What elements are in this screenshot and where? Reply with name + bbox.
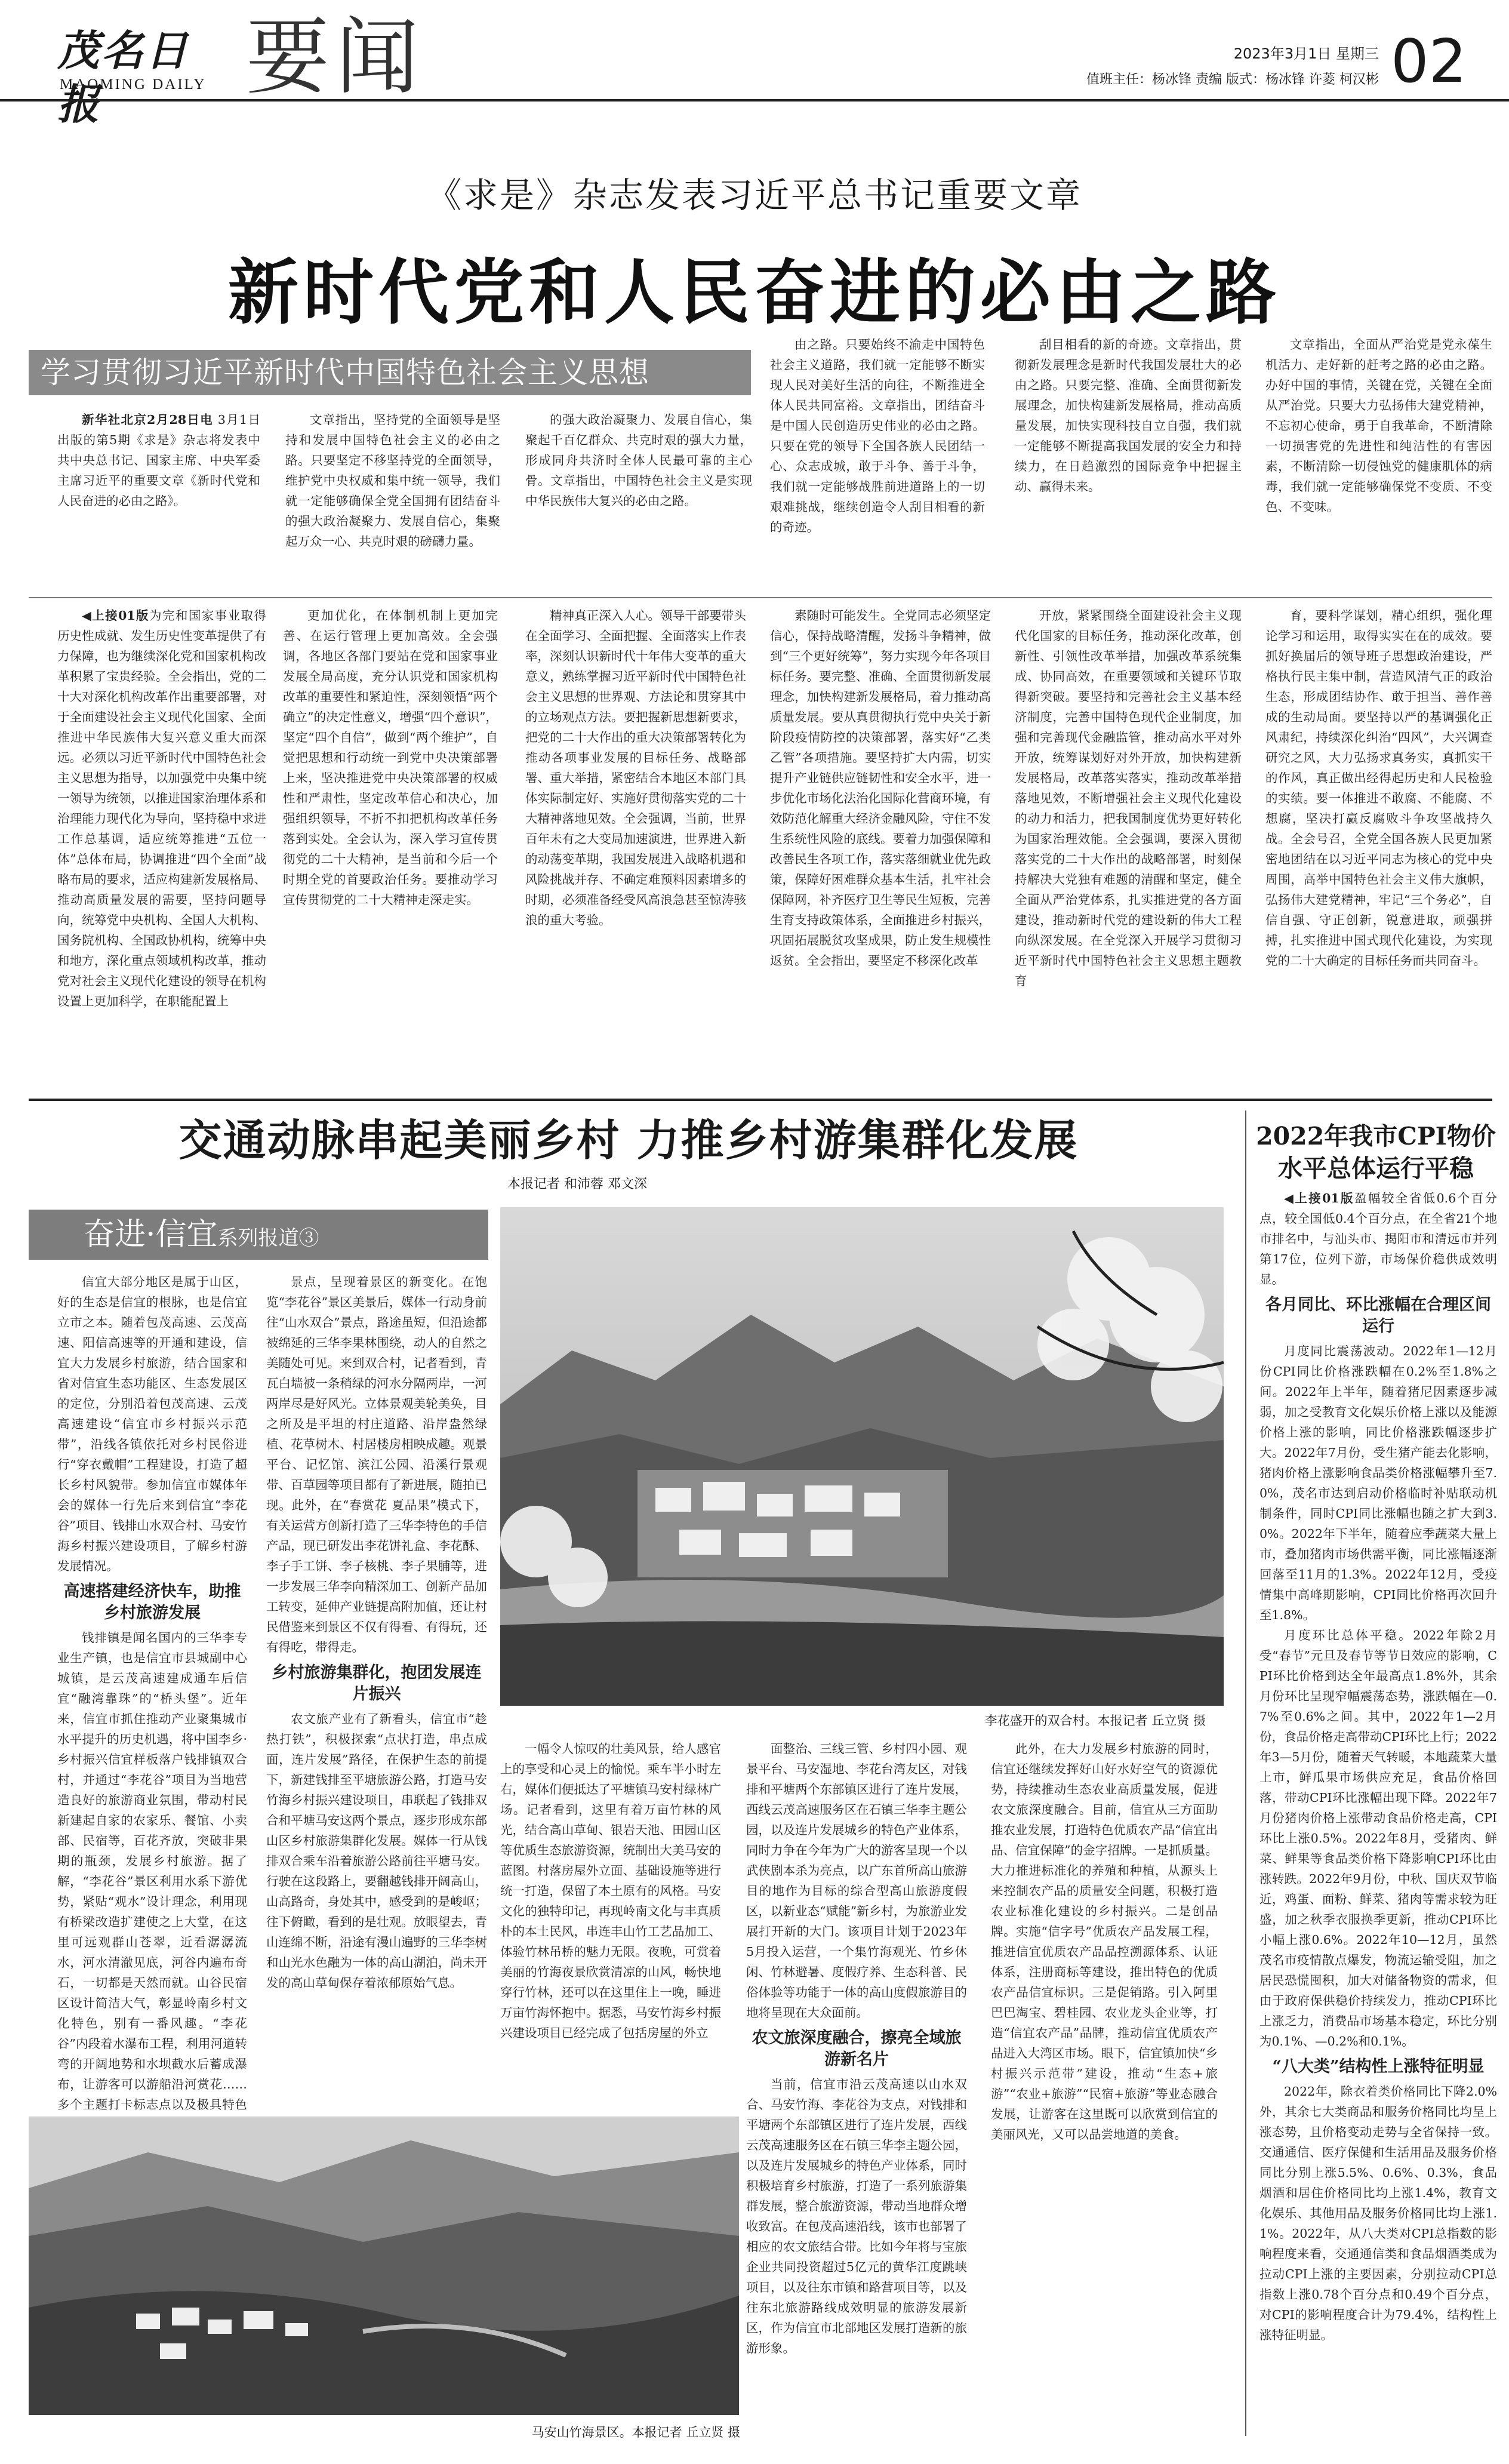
feature-column-5: 此外，在大力发展乡村旅游的同时，信宜还继续发挥好山好水好空气的资源优势，持续推动生态农业高质量发展，促进农文旅深度融合。目前，信宜从三方面助推农业发展，打造特色优质农产品“信宜出品、信宜保障”的金字招牌。一是抓质量。大力推进标准化的养殖和种植，从源头上来控制农产品的质量安全问题，积极打造农业标准化建设的乡村振兴。二是创品牌。实施“信字号”优质农产品发展工程，推进信宜优质农产品品控溯源体系、认证体系，注册商标等建设，推出特色的优质农产品信宜标识。三是促销路。引入阿里巴巴淘宝、碧桂园、农业龙头企业等，打造“信宜农产品”品牌，推动信宜优质农产品进入大湾区市场。眼下，信宜镇加快“乡村振兴示范带”建设，推动“生态+旅游”“农业+旅游”“民宿+旅游”等业态融合发展，让游客在这里既可以欣赏到信宜的美丽风光，又可以品尝地道的美食。 [991,1742,1218,2142]
series-label: 奋进·信宜 [84,1217,218,1253]
feature-subhead-2: 乡村旅游集群化，抱团发展连片振兴 [272,1663,482,1703]
continued-column-4: 素随时可能发生。全党同志必须坚定信心，保持战略清醒，发扬斗争精神，做到“三个更好统筹”，努力实现今年各项目标任务。要完整、准确、全面贯彻新发展理念，加快构建新发展格局，着力推动高质量发展。要从真贯彻执行党中央关于新阶段疫情防控的决策部署，落实好“乙类乙管”各项措施。要坚持扩大内需，切实提升产业链供应链韧性和安全水平，进一步优化市场化法治化国际化营商环境，有效防范化解重大经济金融风险，守住不发生系统性风险的底线。要着力加强保障和改善民生各项工作，落实落细就业优先政策，保障好困难群众基本生活，扎牢社会保障网，补齐医疗卫生等民生短板，完善生育支持政策体系，全面推进乡村振兴，巩固拓展脱贫攻坚成果，防止发生规模性返贫。全会指出，要坚定不移深化改革 [770,608,991,968]
lead-column-3: 的强大政治凝聚力、发展自信心，集聚起千百亿群众、共克时艰的强大力量，形成同舟共济时全体人民最可靠的主心骨。文章指出，中国特色社会主义是实现中华民族伟大复兴的必由之路。 [525,413,752,508]
continued-column-5: 开放，紧紧围绕全面建设社会主义现代化国家的目标任务，推动深化改革，创新性、引领性改革举措，加强改革系统集成、协同高效，在重要领域和关键环节取得新突破。要坚持和完善社会主义基本经济制度，完善中国特色现代企业制度，加强和完善现代金融监管，推动高水平对外开放，统筹谋划好对外开放，加快构建新发展格局，改革落实落实，推动改革举措落地见效，不断增强社会主义现代化建设的动力和活力，把我国制度优势更好转化为国家治理效能。全会强调，要深入贯彻落实党的二十大作出的战略部署，时刻保持解决大党独有难题的清醒和坚定，健全全面从严治党体系，扎实推进党的各方面建设，推动新时代党的建设新的伟大工程向纵深发展。在全党深入开展学习贯彻习近平新时代中国特色社会主义思想主题教育 [1015,608,1242,988]
feature-column-3: 一幅令人惊叹的壮美风景，给人感官上的享受和心灵上的愉悦。乘车半小时左右，媒体们便抵达了平塘镇马安村绿林广场。记者看到，这里有着万亩竹林的风光，结合高山草甸、银岩天池、田园山区等优质生态旅游资源，统制出大美马安的蓝图。村落房屋外立面、基础设施等进行统一打造，保留了本土原有的风格。马安文化的独特印记，再现岭南文化与丰真质朴的本土民风，串连丰山竹工艺品加工、体验竹林吊桥的魅力无限。夜晚，可赏着美丽的竹海夜景欣赏清凉的山风，畅快地穿行竹林，还可以在这里住上一晚，睡进万亩竹海怀抱中。据悉，马安竹海乡村振兴建设项目已经完成了包括房屋的外立 [500,1742,721,2040]
newspaper-logo-latin: MAOMING DAILY [60,76,207,93]
lead-dateline: 新华社北京2月28日电 [82,413,214,427]
bamboo-sea-caption: 马安山竹海景区。本报记者 丘立贤 摄 [531,2425,740,2440]
continued-column-6: 育，要科学谋划，精心组织，强化理论学习和运用，取得实实在在的成效。要抓好换届后的领导班子思想政治建设，严格执行民主集中制，营造风清气正的政治生态，形成团结协作、敢于担当、善作善成的生动局面。要坚持以严的基调强化正风肃纪，持续深化纠治“四风”，大兴调查研究之风，大力弘扬求真务实，真抓实干的作风，真正做出经得起历史和人民检验的实绩。要一体推进不敢腐、不能腐、不想腐，坚决打赢反腐败斗争攻坚战持久战。全会号召，全党全国各族人民更加紧密地团结在以习近平同志为核心的党中央周围，高举中国特色社会主义伟大旗帜，弘扬伟大建党精神，牢记“三个务必”，自信自强、守正创新，锐意进取，顽强拼搏，扎实推进中国式现代化建设，为实现党的二十大确定的目标任务而共同奋斗。 [1265,608,1492,968]
newspaper-logo: 茂名日报 [57,26,190,129]
page-number: 02 [1391,26,1467,96]
lead-headline: 新时代党和人民奋进的必由之路 [227,251,1281,334]
twin-village-photo [500,1207,1224,1706]
editors-line: 值班主任：杨冰锋 责编 版式：杨冰锋 许菱 柯汉彬 [1086,72,1379,87]
lead-banner: 学习贯彻习近平新时代中国特色社会主义思想 [29,350,751,395]
lead-kicker: 《求是》杂志发表习近平总书记重要文章 [426,175,1082,216]
lead-column-4: 由之路。只要始终不渝走中国特色社会主义道路，我们就一定能够不断实现人民对美好生活的向往，不断推进全体人民共同富裕。文章指出，团结奋斗是中国人民创造历史伟业的必由之路。只要在党的领导下全国各族人民团结一心、众志成城，敢于斗争、善于斗争，我们就一定能够战胜前进道路上的一切艰难挑战，继续创造令人刮目相看的新的奇迹。 [770,337,985,534]
feature-column-4: 面整治、三线三管、乡村四小园、观景平台、马安湿地、李花台湾友区，对钱排和平塘两个东部镇区进行了连片发展，西线云茂高速服务区在石镇三华李主题公园，以及连片发展城乡的特色产业体系，同时力争在今年为广大的游客呈现一个以武侠剧本杀为亮点，以广东首所高山旅游目的地作为目标的综合型高山旅游度假区，以新业态“赋能”新乡村，为旅游业发展打开新的大门。该项目计划于2023年5月投入运营，一个集竹海观光、竹乡休闲、竹林避暑、度假疗养、生态科普、民俗体验等功能于一体的高山度假旅游目的地将呈现在大众面前。 农文旅深度融合，擦亮全域旅游新名片 当前，信宜市沿云茂高速以山水双合、马安竹海、李花谷为支点，对钱排和平塘两个东部镇区进行了连片发展，西线云茂高速服务区在石镇三华李主题公园，以及连片发展城乡的特色产业体系，同时积极培育乡村旅游，打造了一系列旅游集群发展，整合旅游资源，带动当地群众增收致富。在包茂高速沿线，该市也部署了相应的农文旅结合带。比如今年将与宝旅企业共同投资超过5亿元的黄华江度跳峡项目，以及往东市镇和路营项目等，以及往东北旅游路线成效明显的旅游发展新区，作为信宜市北部地区发展打造新的旅游形象。 [746,1742,967,2355]
cpi-headline: 2022年我市CPI物价水平总体运行平稳 [1256,1122,1496,1183]
section-title: 要闻 [246,9,426,106]
lead-column-5: 刮目相看的新的奇迹。文章指出，贯彻新发展理念是新时代我国发展壮大的必由之路。只要完整、准确、全面贯彻新发展理念，加快构建新发展格局，推动高质量发展，加快实现科技自立自强，我们就一定能够不断提高我国发展的安全力和持续力，在日趋激烈的国际竞争中把握主动、赢得未来。 [1015,337,1242,494]
date-line: 2023年3月1日 星期三 [1233,45,1379,62]
feature-column-1: 信宜大部分地区是属于山区，好的生态是信宜的根脉，也是信宜立市之本。随着包茂高速、云茂高速、阳信高速等的开通和建设，信宜大力发展乡村旅游，结合国家和省对信宜生态功能区、生态发展区的定位，分别沿着包茂高速、云茂高速建设“信宜市乡村振兴示范带”，沿线各镇依托对乡村民俗进行“穿衣戴帽”工程建设，打造了超长乡村风貌带。参加信宜市媒体年会的媒体一行先后来到信宜“李花谷”项目、钱排山水双合村、马安竹海乡村振兴建设项目，了解乡村游发展情况。 高速搭建经济快车，助推乡村旅游发展 钱排镇是闻名国内的三华李专业生产镇，也是信宜市县城副中心城镇，是云茂高速建成通车后信宜“融湾靠珠”的“桥头堡”。近年来，信宜市抓住推动产业聚集城市水平提升的历史机遇，将中国李乡·乡村振兴信宜样板落户钱排镇双合村，并通过“李花谷”项目为当地营造良好的旅游商业氛围，带动村民新建起自家的农家乐、餐馆、小卖部、民宿等，百花齐放，突破非果期的瓶颈，发展乡村旅游。据了解，“李花谷”景区利用水系下游优势，紧贴“观水”设计理念，利用现有桥梁改造扩建使之上大堂，在这里可远观群山苍翠，近看潺潺流水，河水清澈见底，河谷内遍布奇石，一切都是天然而就。山谷民宿区设计简洁大气，彰显岭南乡村文化特色，别有一番风趣。“李花谷”内段着水瀑布工程，利用河道转弯的开阔地势和水坝截水后蓄成瀑布，让游客可以游船沿河赏花……多个主题打卡标志点以及极具特色 [57,1275,247,2112]
feature-subhead-3: 农文旅深度融合，擦亮全域旅游新名片 [752,2029,962,2069]
continued-column-1: ◀上接01版为完和国家事业取得历史性成就、发生历史性变革提供了有力保障，也为继续深化党和国家机构改革积累了宝贵经验。全会指出，党的二十大对深化机构改革作出重要部署，对于全面建设社会主义现代化国家、全面推进中华民族伟大复兴意义重大而深远。必须以习近平新时代中国特色社会主义思想为指导，以加强党中央集中统一领导为统领，以推进国家治理体系和治理能力现代化为导向，坚持稳中求进工作总基调，适应统筹推进“五位一体”总体布局，协调推进“四个全面”战略布局的要求，适应构建新发展格局、推动高质量发展的需要，坚持问题导向，统筹党中央机构、全国人大机构、国务院机构、全国政协机构，统筹中央和地方，深化重点领域机构改革，推动党对社会主义现代化建设的领导在机构设置上更加科学，在职能配置上 [57,608,267,1008]
cpi-column: ◀上接01版盈幅较全省低0.6个百分点，较全国低0.4个百分点，在全省21个地市排名中，与汕头市、揭阳市和清远市并列第17位，位列下游，市场保价稳供成效明显。 各月同比、环比涨幅在合理区间运行 月度同比震荡波动。2022年1—12月份CPI同比价格涨跌幅在0.2%至1.8%之间。2022年上半年，随着猪尼因素逐步减弱，加之受教育文化娱乐价格上涨以及能源价格上涨的影响，同比价格涨跌幅逐步扩大。2022年7月份，受生猪产能去化影响，猪肉价格上涨影响食品类价格涨幅攀升至7.0%，茂名市达到启动价格临时补贴联动机制条件，同时CPI同比涨幅也随之扩大到3.0%。2022年下半年，随着应季蔬菜大量上市，叠加猪肉市场供需平衡，同比涨幅逐渐回落至11月的1.3%。2022年12月，受疫情集中高峰期影响，CPI同比价格再次回升至1.8%。 月度环比总体平稳。2022年除2月受“春节”元旦及春节等节日效应的影响，CPI环比价格到达全年最高点1.8%外，其余月份环比呈现窄幅震荡态势，涨跌幅在—0.7%至0.6%之间。其中，2022年1—2月份，食品价格走高带动CPI环比上行；2022年3—5月份，随着天气转暖，本地蔬菜大量上市，鲜瓜果市场供应充足，食品价格回落，带动CPI环比涨幅出现下降。2022年7月份猪肉价格上涨带动食品价格走高，CPI环比上涨0.5%。2022年8月，受猪肉、鲜菜、鲜果等食品类价格下降影响CPI环比由涨转跌。2022年9月份，中秋、国庆双节临近，鸡蛋、面粉、鲜菜、猪肉等需求较为旺盛，加之秋季衣服换季更新，推动CPI环比小幅上涨0.6%。2022年10—12月，虽然茂名市疫情散点爆发，物流运输受阻，加之居民恐慌囤积，加大对储备物资的需求，但由于政府保供稳价持续发力，推动CPI环比上涨乏力，消费品市场基本稳定，环比分别为0.1%、—0.2%和0.1%。 “八大类”结构性上涨特征明显 2022年，除衣着类价格同比下降2.0%外，其余七大类商品和服务价格同比均呈上涨态势，且价格变动走势与全省保持一致。交通通信、医疗保健和生活用品及服务价格同比分别上涨5.5%、0.6%、0.3%，食品烟酒和居住价格同比均上涨1.4%，教育文化娱乐、其他用品及服务价格同比均上涨1.1%。2022年，从八大类对CPI总指数的影响程度来看，交通通信类和食品烟酒类成为拉动CPI上涨的主要因素，分别拉动CPI总指数上涨0.78个百分点和0.49个百分点，对CPI的影响程度合计为79.4%，结构性上涨特征明显。 [1259,1191,1498,2342]
feature-column-2: 景点，呈现着景区的新变化。在饱览“李花谷”景区美景后，媒体一行动身前往“山水双合”景点，路途虽短，但沿途都被绵延的三华李果林围绕，动人的自然之美随处可见。来到双合村，记者看到，青瓦白墙被一条稍绿的河水分隔两岸，一河两岸尽是好风光。立体景观美轮美奂，目之所及是平坦的村庄道路、沿岸盎然绿植、花草树木、村居楼房相映成趣。观景平台、记忆馆、滨江公园、沿溪行景观带、百草园等项目都有了新进展，随拍已现。此外，在“春赏花 夏品果”模式下，有关运营方创新打造了三华李特色的手信产品，现已研发出李花饼礼盒、李花酥、李子手工饼、李子核桃、李子果脯等，进一步发展三华李向精深加工、创新产品加工转变，延伸产业链提高附加值，还让村民借鉴来到景区不仅有得看、有得玩，还有得吃，带得走。 乡村旅游集群化，抱团发展连片振兴 农文旅产业有了新看头，信宜市“趁热打铁”，积极探索“点状打造，串点成面，连片发展”路径，在保护生态的前提下，新建钱排至平塘旅游公路，打造马安竹海乡村振兴建设项目，串联起了钱排双合和平塘马安这两个景点，逐步形成东部山区乡村旅游集群化发展。媒体一行从钱排双合乘车沿着旅游公路前往平塘马安。行驶在这段路上，要翻越钱排开阔高山，山高路奇，身处其中，感受到的是峻岖；往下俯瞰，看到的是壮观。放眼望去，青山连绵不断，沿途有漫山遍野的三华李树和山光水色融为一体的高山湖泊，尚未开发的高山草甸保存着浓郁原始气息。 [266,1275,487,1990]
lead-column-2: 文章指出，坚持党的全面领导是坚持和发展中国特色社会主义的必由之路。只要坚定不移坚持党的全面领导，维护党中央权威和集中统一领导，我们就一定能够确保全党全国拥有团结奋斗的强大政治凝聚力、发展自信心，集聚起万众一心、共克时艰的磅礴力量。 [285,413,500,549]
lead-column-1: 新华社北京2月28日电 3月1日出版的第5期《求是》杂志将发表中共中央总书记、国家主席、中央军委主席习近平的重要文章《新时代党和人民奋进的必由之路》。 [57,413,260,508]
twin-village-caption: 李花盛开的双合村。本报记者 丘立贤 摄 [984,1714,1206,1728]
bamboo-sea-photo [29,2117,739,2415]
feature-subhead-1: 高速搭建经济快车，助推乡村旅游发展 [63,1582,241,1622]
cpi-jump-label: ◀上接01版 [1284,1191,1354,1205]
continued-column-3: 精神真正深入人心。领导干部要带头在全面学习、全面把握、全面落实上作表率，深刻认识新时代十年伟大变革的重大意义，熟练掌握习近平新时代中国特色社会主义思想的世界观、方法论和贯穿其中的立场观点方法。要把握新思想新要求，把党的二十大作出的重大决策部署转化为推动各项事业发展的目标任务、战略部署、重大举措，紧密结合本地区本部门具体实际制定好、实施好贯彻落实党的二十大精神落地见效。全会强调，当前，世界百年未有之大变局加速演进，世界进入新的动荡变革期，我国发展进入战略机遇和风险挑战并存、不确定难预料因素增多的时期，必须准备经受风高浪急甚至惊涛骇浪的重大考验。 [525,608,746,927]
cpi-subhead-1: 各月同比、环比涨幅在合理区间运行 [1265,1296,1491,1336]
masthead [0,0,1509,129]
jump-label: ◀上接01版 [82,608,149,623]
series-label-box [29,1210,488,1260]
lead-column-6: 文章指出，全面从严治党是党永葆生机活力、走好新的赶考之路的必由之路。办好中国的事情，关键在党，关键在全面从严治党。只要大力弘扬伟大建党精神，不忘初心使命，勇于自我革命，不断清除一切损害党的先进性和纯洁性的有害因素，不断清除一切侵蚀党的健康肌体的病毒，我们就一定能够确保党不变质、不变色、不变味。 [1265,337,1492,514]
feature-byline: 本报记者 和沛蓉 邓文深 [507,1177,647,1192]
series-suffix: 系列报道③ [217,1226,319,1250]
feature-headline: 交通动脉串起美丽乡村 力推乡村游集群化发展 [178,1115,1079,1165]
cpi-subhead-2: “八大类”结构性上涨特征明显 [1272,2057,1485,2076]
continued-column-2: 更加优化，在体制机制上更加完善、在运行管理上更加高效。全会强调，各地区各部门要站在党和国家事业发展全局高度，充分认识党和国家机构改革的重要性和紧迫性，深刻领悟“两个确立”的决定性意义，增强“四个意识”，坚定“四个自信”，做到“两个维护”，自觉把思想和行动统一到党中央决策部署上来，坚决推进党中央决策部署的权威性和严肃性，坚定改革信心和决心，加强组织领导，不折不扣把机构改革任务落到实处。全会认为，深入学习宣传贯彻党的二十大精神，是当前和今后一个时期全党的首要政治任务。要推动学习宣传贯彻党的二十大精神走深走实。 [283,608,498,907]
